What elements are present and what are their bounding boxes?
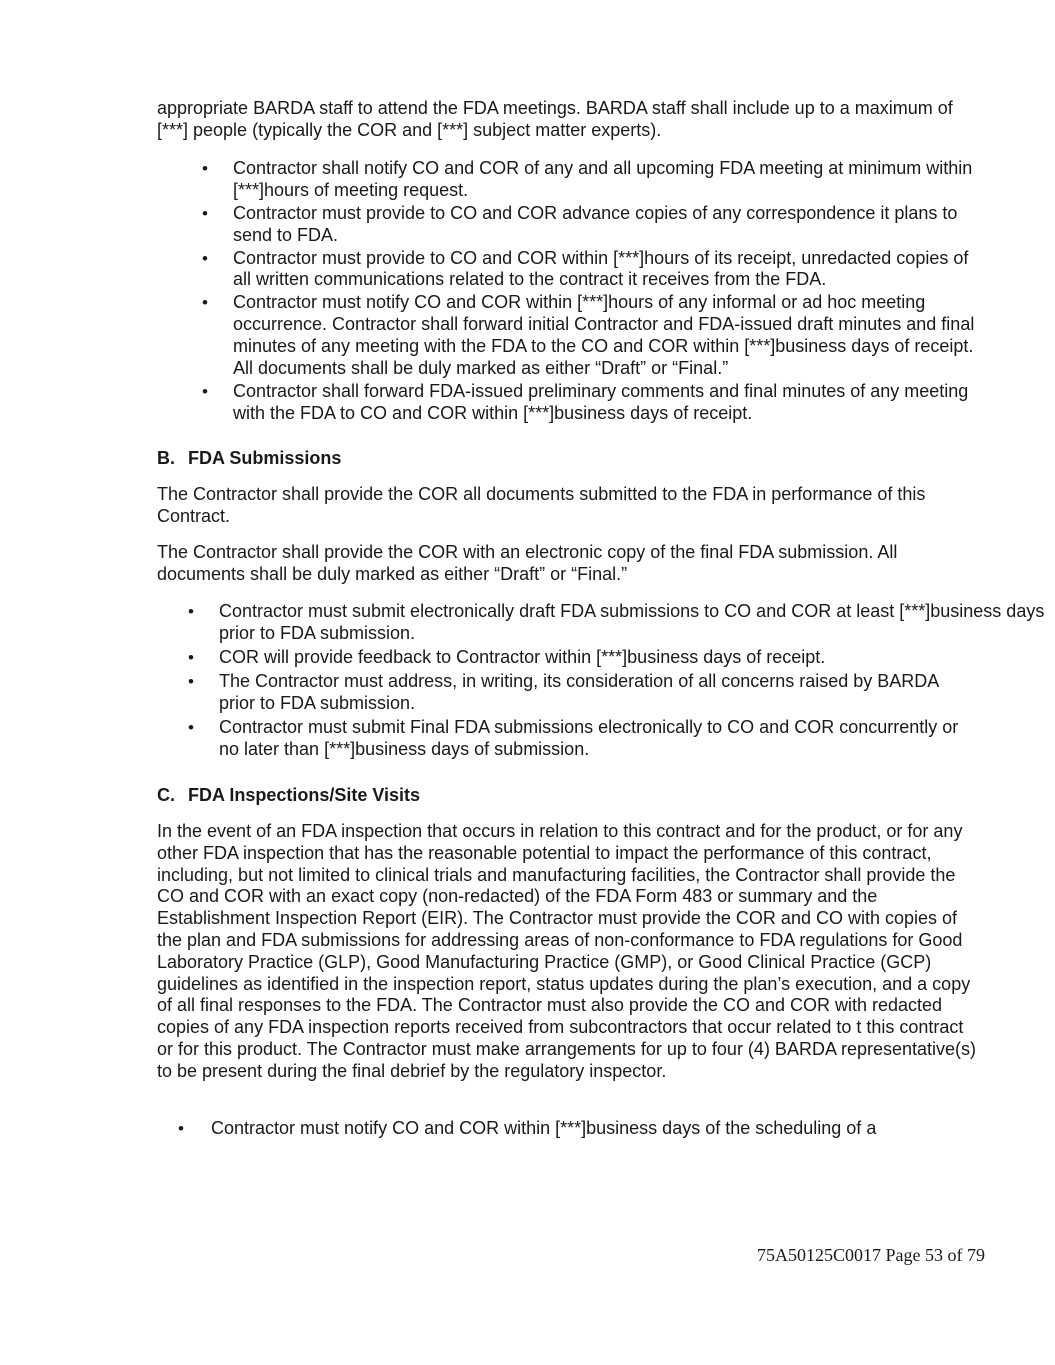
list-item: • Contractor shall forward FDA-issued preliminary comments and final minutes of any meeting with the FDA to CO and COR within [***]business days of receipt. xyxy=(202,380,969,423)
list-item: • Contractor must notify CO and COR within [***]business days of the scheduling of a xyxy=(178,1118,877,1138)
section-b-paragraph-2: The Contractor shall provide the COR with an electronic copy of the final FDA submission. All documents shall be duly marked as either “Draft” or “Final.” xyxy=(157,542,898,584)
bullet-icon: • xyxy=(188,672,194,692)
section-c-heading xyxy=(157,784,420,806)
section-b-title: FDA Submissions xyxy=(188,448,342,468)
list-item: • Contractor must submit electronically draft FDA submissions to CO and COR at least [***]business days prior to FDA submission. xyxy=(188,601,1045,643)
bullet-icon: • xyxy=(202,293,208,313)
bullet-icon: • xyxy=(202,203,208,223)
list-item: • Contractor must submit Final FDA submissions electronically to CO and COR concurrently or no later than [***]business days of submission. xyxy=(188,717,959,759)
bullet-icon: • xyxy=(178,1119,184,1138)
section-c-paragraph: In the event of an FDA inspection that occurs in relation to this contract and for the product, or for any other FDA inspection that has the reasonable potential to impact the performance of this contract, including, but not limited to clinical trials and manufacturing facilities, the Contractor shall provide the CO and COR with an exact copy (non-redacted) of the FDA Form 483 or summary and the Establishment Inspection Report (EIR). The Contractor must provide the COR and CO with copies of the plan and FDA submissions for addressing areas of non-conformance to FDA regulations for Good Laboratory Practice (GLP), Good Manufacturing Practice (GMP), or Good Clinical Practice (GCP) guidelines as identified in the inspection report, status updates during the plan’s execution, and a copy of all final responses to the FDA. The Contractor must also provide the CO and COR with redacted copies of any FDA inspection reports received from subcontractors that occur related to t this contract or for this product. The Contractor must make arrangements for up to four (4) BARDA representative(s) to be present during the final debrief by the regulatory inspector. xyxy=(157,821,977,1081)
bullet-icon: • xyxy=(202,381,208,401)
page-footer: 75A50125C0017 Page 53 of 79 xyxy=(757,1245,985,1265)
bullet-icon: • xyxy=(188,602,194,621)
bullet-icon: • xyxy=(202,159,208,178)
fda-submission-bullet-list xyxy=(188,601,1049,763)
bullet-icon: • xyxy=(188,647,194,667)
fda-meeting-bullet-list xyxy=(202,158,978,426)
bullet-icon: • xyxy=(188,718,194,738)
list-item: • Contractor must provide to CO and COR advance copies of any correspondence it plans to send to FDA. xyxy=(202,202,958,245)
list-item: • Contractor shall notify CO and COR of any and all upcoming FDA meeting at minimum within [***]hours of meeting request. xyxy=(202,158,973,200)
section-c-title: FDA Inspections/Site Visits xyxy=(188,785,421,805)
list-item: • Contractor must notify CO and COR within [***]hours of any informal or ad hoc meeting occurrence. Contractor shall forward initial Contractor and FDA-issued draft minutes and final minutes of any meeting with the FDA to the CO and COR within [***]business days of receipt. All documents shall be duly marked as either “Draft” or “Final.” xyxy=(202,292,975,378)
section-b-paragraph-1: The Contractor shall provide the COR all documents submitted to the FDA in performance of this Contract. xyxy=(157,484,926,526)
list-item: • COR will provide feedback to Contractor within [***]business days of receipt. xyxy=(188,646,826,667)
intro-paragraph: appropriate BARDA staff to attend the FDA meetings. BARDA staff shall include up to a maximum of [***] people (typically the COR and [***] subject matter experts). xyxy=(157,98,953,140)
section-b-letter: B. xyxy=(157,448,175,468)
bullet-icon: • xyxy=(202,248,208,268)
section-c-letter: C. xyxy=(157,785,175,805)
list-item: • Contractor must provide to CO and COR within [***]hours of its receipt, unredacted copies of all written communications related to the contract it receives from the FDA. xyxy=(202,247,969,290)
section-b-heading xyxy=(157,447,341,469)
list-item: • The Contractor must address, in writing, its consideration of all concerns raised by BARDA prior to FDA submission. xyxy=(188,671,939,713)
fda-inspection-bullet-list xyxy=(178,1118,991,1140)
